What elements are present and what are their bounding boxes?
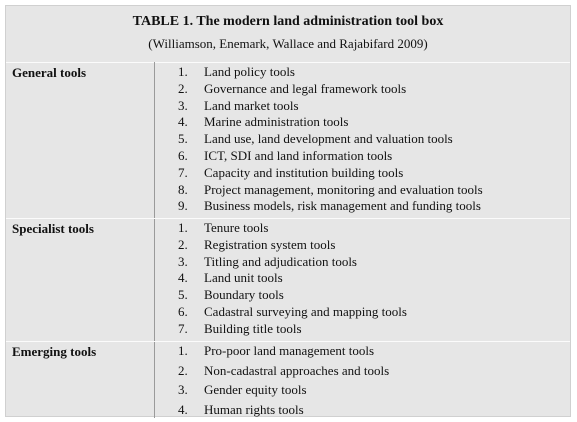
section-label-specialist: Specialist tools [12, 221, 94, 236]
table-subtitle: (Williamson, Enemark, Wallace and Rajabifard 2009) [148, 36, 428, 51]
section-label-general: General tools [12, 65, 87, 80]
divider [6, 62, 570, 63]
table-title: TABLE 1. The modern land administration tool box [132, 14, 444, 29]
column-divider [154, 62, 155, 418]
divider [6, 218, 570, 219]
tool-box-table: TABLE 1. The modern land administration tool box (Williamson, Enemark, Wallace and Rajabifard 2009) General tools 1. Land policy tools 2. Governance and legal framework tools 3. Land market tools 4. Marine administration tools 5. Land use, land development and valuation tools 6. ICT, SDI and land information tools 7. Capacity and institution building tools 8. Project management, monitoring and evaluation tools 9. Business models, risk management and funding tools Specialist tools 1. Tenure tools 2. Registration system tools 3. Titling and adjudication tools 4. Land unit tools 5. Boundary tools 6. Cadastral surveying and mapping tools 7. Building title tools Emerging tools 1. Pro-poor land management tools 2. Non-cadastral approaches and tools 3. Gender equity tools 4. Human rights tools [5, 5, 571, 417]
section-label-emerging: Emerging tools [12, 344, 97, 359]
divider [6, 341, 570, 342]
